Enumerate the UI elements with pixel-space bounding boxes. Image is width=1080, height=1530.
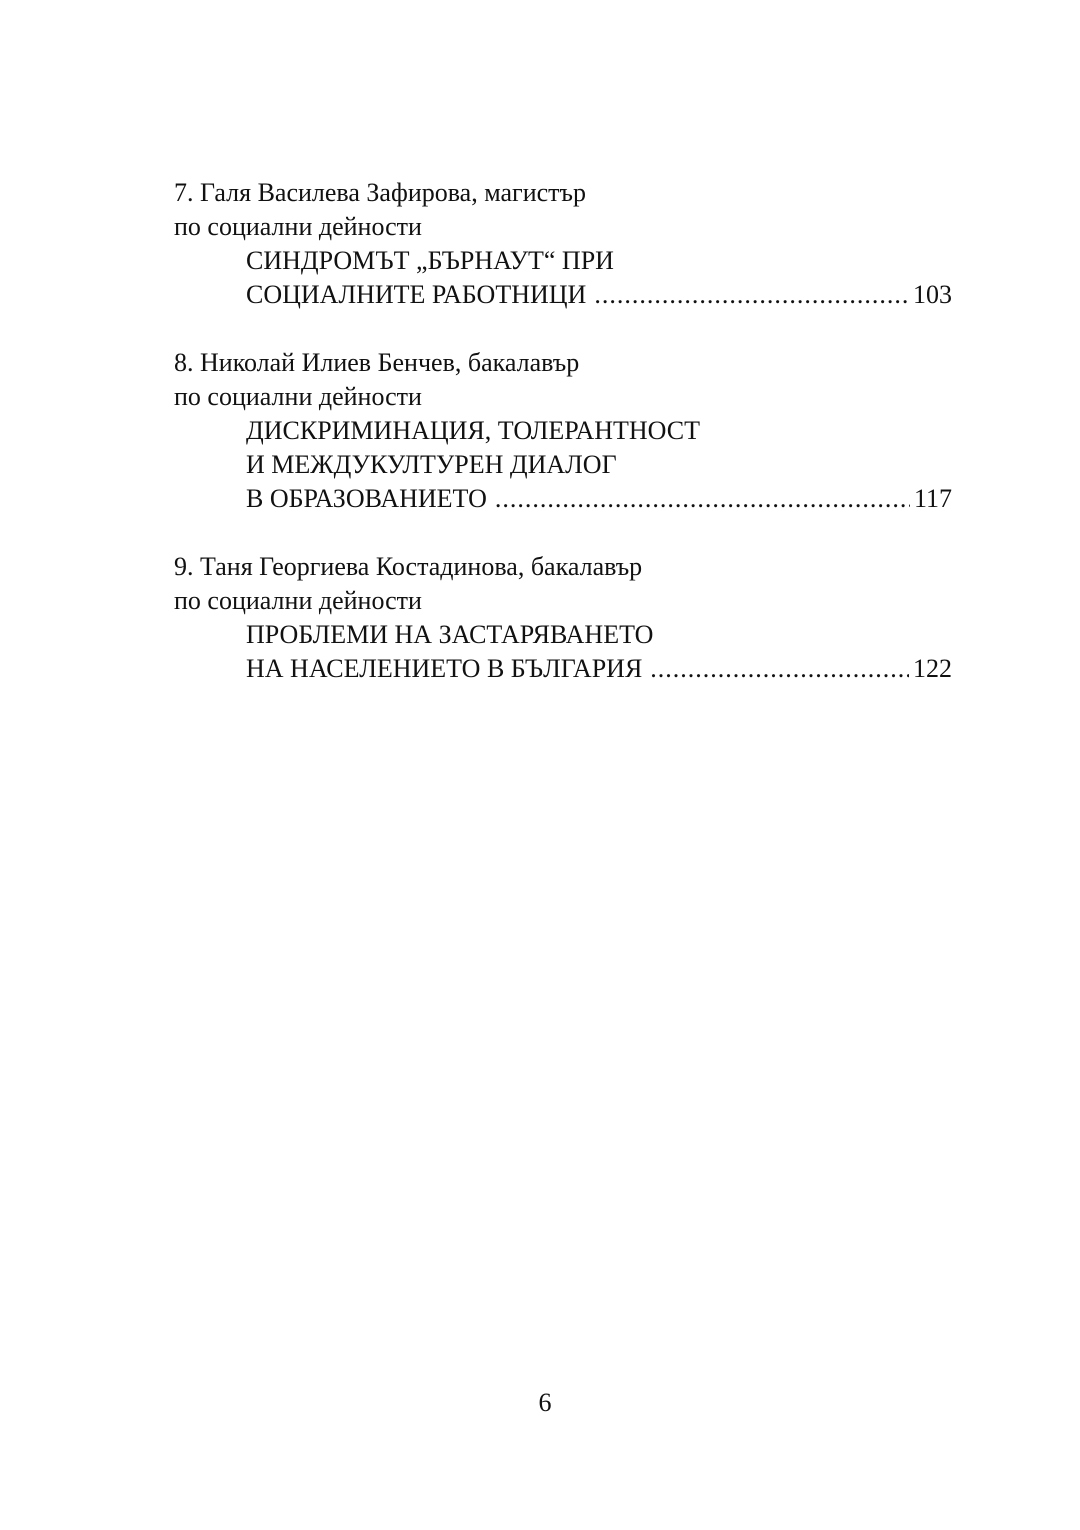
- author-line: 8. Николай Илиев Бенчев, бакалавър: [174, 348, 580, 377]
- degree-line: по социални дейности: [174, 586, 422, 615]
- toc-entry: [174, 346, 952, 516]
- table-of-contents: [174, 176, 952, 720]
- dot-leader: [650, 652, 909, 686]
- toc-entry: [174, 550, 952, 686]
- title-line: ПРОБЛЕМИ НА ЗАСТАРЯВАНЕТО: [246, 620, 654, 649]
- dot-leader: [594, 278, 909, 312]
- toc-entry: [174, 176, 952, 312]
- title-line: ДИСКРИМИНАЦИЯ, ТОЛЕРАНТНОСТ: [246, 416, 700, 445]
- title-line: СОЦИАЛНИТЕ РАБОТНИЦИ: [246, 280, 587, 309]
- title-line: И МЕЖДУКУЛТУРЕН ДИАЛОГ: [246, 450, 617, 479]
- degree-line: по социални дейности: [174, 212, 422, 241]
- title-leader-line: [174, 482, 952, 516]
- title-leader-line: [174, 652, 952, 686]
- degree-line: по социални дейности: [174, 382, 422, 411]
- title-line: В ОБРАЗОВАНИЕТО: [246, 484, 487, 513]
- page-reference: 103: [913, 280, 952, 309]
- page-reference: 122: [913, 654, 952, 683]
- title-leader-line: [174, 278, 952, 312]
- title-line: СИНДРОМЪТ „БЪРНАУТ“ ПРИ: [246, 246, 614, 275]
- author-line: 9. Таня Георгиева Костадинова, бакалавър: [174, 552, 643, 581]
- page-reference: 117: [913, 484, 952, 513]
- title-line: НА НАСЕЛЕНИЕТО В БЪЛГАРИЯ: [246, 654, 643, 683]
- dot-leader: [495, 482, 910, 516]
- author-line: 7. Галя Василева Зафирова, магистър: [174, 178, 586, 207]
- page-number: 6: [538, 1388, 552, 1417]
